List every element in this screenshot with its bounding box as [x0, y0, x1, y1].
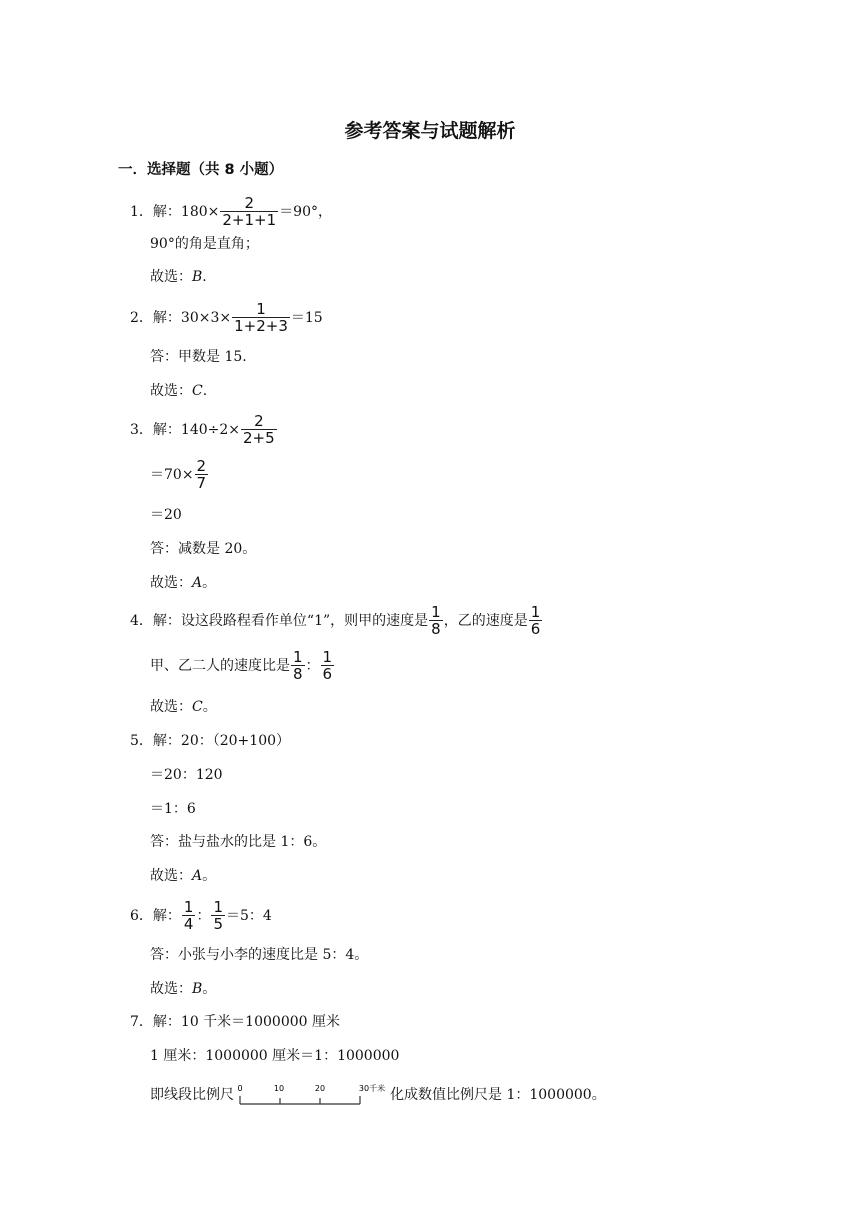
- choice-label: 故选：: [150, 699, 192, 715]
- q1-number: 1．: [130, 204, 153, 220]
- q2-choice: [150, 384, 207, 398]
- q4-solution: [130, 605, 543, 637]
- q3-answer: 答：减数是 20。: [150, 541, 257, 557]
- line-scale-bar: [236, 1082, 388, 1108]
- q2-number: 2．: [130, 310, 153, 326]
- q6-choice: [150, 982, 216, 996]
- q7-scale-prefix: 即线段比例尺: [150, 1087, 234, 1103]
- q6-fraction-a: [182, 900, 196, 932]
- ratio-colon: ：: [196, 908, 211, 924]
- q5-choice: [150, 869, 216, 883]
- fraction-numerator: 2: [196, 457, 207, 475]
- choice-letter: B: [192, 981, 203, 997]
- choice-label: 故选：: [150, 383, 192, 399]
- fraction-denominator: 2+1+1: [222, 211, 277, 229]
- choice-end: 。: [202, 699, 217, 715]
- fraction-numerator: 1: [431, 603, 441, 621]
- choice-letter: C: [192, 699, 203, 715]
- q7-solution: [130, 1015, 340, 1029]
- page-title: 参考答案与试题解析: [344, 120, 516, 142]
- q3-step2-expression: ＝70×: [150, 467, 194, 483]
- ratio-colon: ：: [305, 658, 320, 674]
- q3-step2: [150, 459, 209, 491]
- q5-answer: 答：盐与盐水的比是 1：6。: [150, 834, 327, 850]
- choice-letter: B: [192, 269, 203, 285]
- q6-number: 6．: [130, 908, 153, 924]
- q6-result: ＝5：4: [226, 908, 272, 924]
- fraction-denominator: 4: [183, 915, 194, 933]
- choice-end: 。: [202, 981, 217, 997]
- q3-solution: [130, 414, 278, 446]
- q1-fraction: [220, 196, 278, 228]
- q1-expression: 解：180×: [152, 204, 220, 220]
- q2-expression: 解：30×3×: [152, 310, 232, 326]
- choice-letter: C: [192, 383, 203, 399]
- fraction-numerator: 1: [530, 603, 541, 621]
- fraction-numerator: 2: [254, 412, 264, 430]
- q2-result: ＝15: [290, 310, 323, 326]
- fraction-numerator: 1: [293, 648, 303, 666]
- q3-step3: ＝20: [150, 507, 182, 523]
- scale-label-20: 20: [314, 1084, 326, 1093]
- choice-end: 。: [202, 575, 217, 591]
- q7-number: 7．: [130, 1014, 153, 1030]
- choice-letter: A: [192, 575, 203, 591]
- q6-expression: 解：: [152, 908, 181, 924]
- fraction-denominator: 1+2+3: [234, 317, 288, 335]
- fraction-numerator: 1: [256, 300, 266, 318]
- q4-fraction-c: [291, 650, 305, 682]
- choice-label: 故选：: [150, 868, 192, 884]
- q7-ratio: 1 厘米：1000000 厘米＝1：1000000: [150, 1048, 400, 1064]
- q4-fraction-b: [529, 605, 543, 637]
- q3-choice: [150, 576, 216, 590]
- q1-explanation: 90°的角是直角；: [150, 236, 259, 252]
- scale-label-10: 10: [273, 1084, 285, 1093]
- q5-number: 5．: [130, 733, 153, 749]
- fraction-numerator: 1: [213, 898, 224, 916]
- choice-end: 。: [202, 868, 217, 884]
- q3-fraction-2: [195, 459, 209, 491]
- q4-expression: 解：设这段路程看作单位“1”，则甲的速度是: [152, 613, 429, 629]
- q3-number: 3．: [130, 422, 153, 438]
- q7-scale-suffix: 化成数值比例尺是 1：1000000。: [390, 1087, 606, 1103]
- fraction-numerator: 1: [322, 648, 333, 666]
- fraction-numerator: 2: [244, 194, 255, 212]
- q7-conversion: 解：10 千米＝1000000 厘米: [152, 1014, 340, 1030]
- section-heading: 一．选择题（共 8 小题）: [118, 162, 284, 178]
- choice-end: .: [202, 383, 208, 399]
- q7-scale-line: [150, 1082, 606, 1108]
- fraction-denominator: 6: [530, 620, 541, 638]
- q4-ratio: [150, 650, 335, 682]
- q4-mid-text: ，乙的速度是: [443, 613, 528, 629]
- fraction-numerator: 1: [183, 898, 194, 916]
- q1-solution: [130, 196, 332, 228]
- choice-label: 故选：: [150, 981, 192, 997]
- q4-choice: [150, 700, 217, 714]
- fraction-denominator: 8: [293, 665, 303, 683]
- q5-step2: ＝20：120: [150, 767, 223, 783]
- fraction-denominator: 8: [431, 620, 441, 638]
- q1-choice: [150, 270, 207, 284]
- q1-result: ＝90°，: [279, 204, 332, 220]
- q4-fraction-a: [429, 605, 443, 637]
- q2-fraction: [232, 302, 290, 334]
- q4-number: 4．: [130, 613, 153, 629]
- q4-ratio-label: 甲、乙二人的速度比是: [150, 658, 290, 674]
- q3-expression: 解：140÷2×: [152, 422, 241, 438]
- q5-expression: 解：20：（20+100）: [152, 733, 291, 749]
- q4-fraction-d: [321, 650, 335, 682]
- q5-solution: [130, 734, 290, 748]
- choice-label: 故选：: [150, 269, 192, 285]
- q2-solution: [130, 302, 323, 334]
- fraction-denominator: 5: [213, 915, 224, 933]
- q6-solution: [130, 900, 272, 932]
- q6-answer: 答：小张与小李的速度比是 5：4。: [150, 947, 369, 963]
- q5-step3: ＝1：6: [150, 801, 196, 817]
- choice-letter: A: [192, 868, 203, 884]
- fraction-denominator: 6: [322, 665, 333, 683]
- q3-fraction: [241, 414, 277, 446]
- fraction-denominator: 7: [196, 474, 207, 492]
- fraction-denominator: 2+5: [243, 429, 275, 447]
- choice-end: .: [202, 269, 207, 285]
- q2-answer: 答：甲数是 15.: [150, 349, 247, 365]
- q6-fraction-b: [211, 900, 225, 932]
- scale-label-0: 0: [237, 1084, 243, 1093]
- choice-label: 故选：: [150, 575, 192, 591]
- scale-label-30: 30千米: [358, 1084, 386, 1093]
